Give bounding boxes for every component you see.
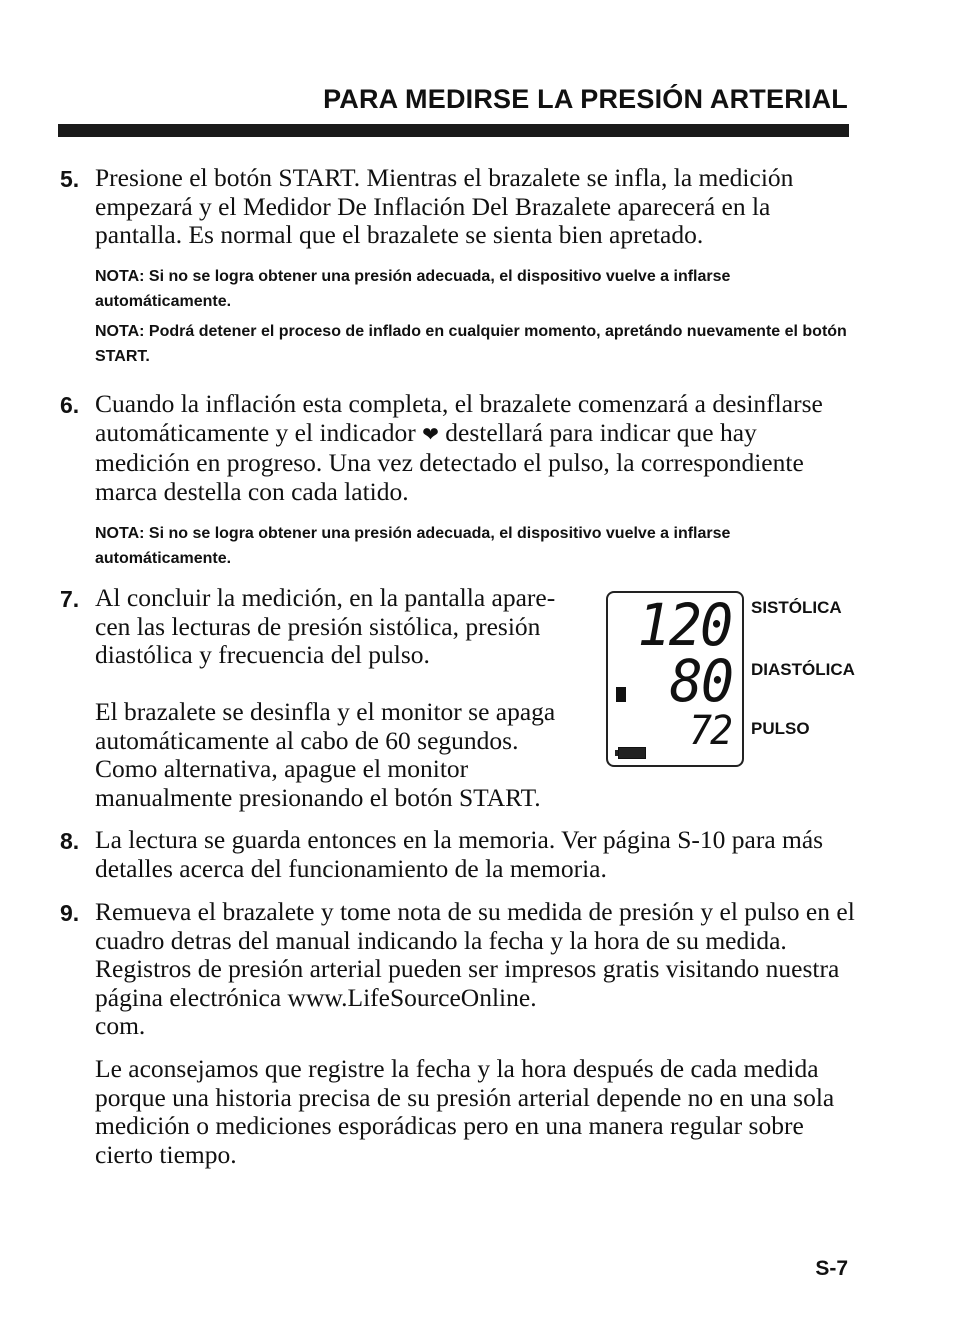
step-5-note-1: NOTA: Si no se logra obtener una presión adecuada, el dispositivo vuelve a inflarse automáticamente.: [95, 268, 731, 310]
diastolic-reading: 80: [669, 647, 733, 715]
step-5-note-2: NOTA: Podrá detener el proceso de inflado en cualquier momento, apretándo nuevamente el botón START.: [95, 323, 847, 365]
step-6-note-1: NOTA: Si no se logra obtener una presión adecuada, el dispositivo vuelve a inflarse automáticamente.: [95, 525, 731, 567]
pulse-label: PULSO: [751, 719, 810, 738]
step-6-number: 6.: [60, 392, 80, 418]
step-7-number: 7.: [60, 586, 80, 612]
step-9-paragraph-1: Remueva el brazalete y tome nota de su medida de presión y el pulso en el cuadro detras del manual indicando la fecha y la hora de su medida. Registros de presión arterial pueden ser impresos gratis visitando nuestra página electrónica www.LifeSourceOnline. com.: [95, 897, 855, 1041]
step-5-number: 5.: [60, 166, 80, 192]
step-9-number: 9.: [60, 900, 80, 926]
step-8-text: La lectura se guarda entonces en la memoria. Ver página S-10 para más detalles acerca del funcionamiento de la memoria.: [95, 825, 824, 883]
systolic-reading: 120: [637, 591, 732, 659]
battery-icon: [618, 747, 646, 759]
heartbeat-block-icon: [616, 687, 626, 702]
step-6-text-after: destellará para indicar que hay medición en progreso. Una vez detectado el pulso, la correspondiente marca destella con cada latido.: [95, 417, 804, 506]
monitor-display: [606, 591, 744, 767]
header-rule: [58, 124, 849, 137]
diastolic-label: DIASTÓLICA: [751, 660, 855, 679]
page-number: S-7: [815, 1257, 848, 1280]
systolic-label: SISTÓLICA: [751, 598, 842, 617]
step-6-text: [95, 390, 855, 506]
page-title: PARA MEDIRSE LA PRESIÓN ARTERIAL: [323, 84, 848, 114]
heart-icon: ❤: [422, 423, 439, 446]
step-5-text: Presione el botón START. Mientras el brazalete se infla, la medición empezará y el Medidor De Inflación Del Brazalete aparecerá en la pantalla. Es normal que el brazalete se sienta bien apretado.: [95, 163, 794, 250]
step-9-paragraph-2: Le aconsejamos que registre la fecha y la hora después de cada medida porque una historia precisa de su presión arterial depende no en una sola medición o mediciones esporádicas pero en una manera regular sobre cierto tiempo.: [95, 1054, 835, 1169]
step-7-paragraph-1: Al concluir la medición, en la pantalla apare- cen las lecturas de presión sistólica, presión diastólica y frecuencia del pulso.: [95, 583, 556, 670]
step-7-paragraph-2: El brazalete se desinfla y el monitor se apaga automáticamente al cabo de 60 segundos. Como alternativa, apague el monitor manualmente presionando el botón START.: [95, 697, 556, 812]
pulse-reading: 72: [688, 708, 731, 754]
step-6-text-before: Cuando la inflación esta completa, el brazalete comenzará a desinflarse automáticamente y el indicador: [95, 389, 823, 447]
step-8-number: 8.: [60, 828, 80, 854]
